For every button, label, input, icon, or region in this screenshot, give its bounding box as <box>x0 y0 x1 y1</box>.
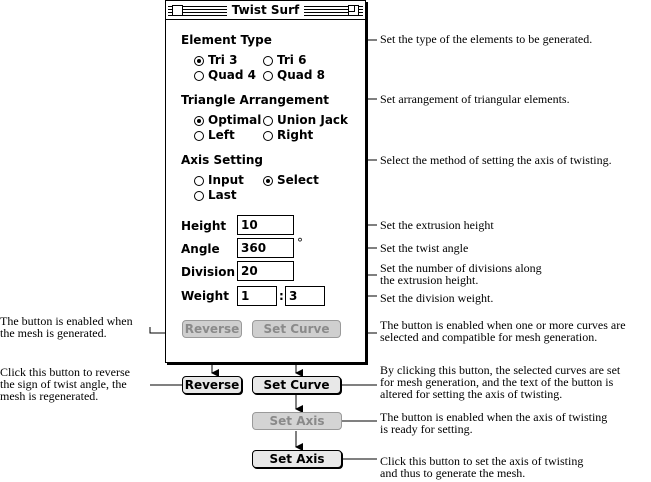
radio-tri6-label[interactable]: Tri 6 <box>277 53 307 67</box>
radio-right-icon[interactable] <box>263 131 273 141</box>
note-set-curve-click-3: altered for setting the axis of twisting. <box>380 387 563 401</box>
reverse-button[interactable]: Reverse <box>182 376 242 394</box>
radio-last-icon[interactable] <box>194 191 204 201</box>
weight-field-1[interactable]: 1 <box>237 286 277 306</box>
note-triangle-arrangement: Set arrangement of triangular elements. <box>380 92 570 106</box>
height-label: Height <box>181 219 227 233</box>
note-reverse-click-1: Click this button to reverse <box>0 365 130 379</box>
radio-union-jack-icon[interactable] <box>263 116 273 126</box>
note-axis-setting: Select the method of setting the axis of twisting. <box>380 153 612 167</box>
radio-quad4-icon[interactable] <box>194 71 204 81</box>
note-set-axis-click-1: Click this button to set the axis of twisting <box>380 454 584 468</box>
radio-optimal-icon[interactable] <box>194 116 204 126</box>
note-reverse-click-3: mesh is regenerated. <box>0 389 99 403</box>
note-reverse-enabled-1: The button is enabled when <box>0 314 133 328</box>
radio-union-jack-label[interactable]: Union Jack <box>277 113 349 127</box>
note-reverse-enabled-2: the mesh is generated. <box>0 326 107 340</box>
radio-input-label[interactable]: Input <box>208 173 244 187</box>
title-bar[interactable] <box>166 1 365 20</box>
division-label: Division <box>181 265 236 279</box>
division-field[interactable]: 20 <box>237 261 294 281</box>
radio-left-label[interactable]: Left <box>208 128 235 142</box>
radio-last-label[interactable]: Last <box>208 188 237 202</box>
note-element-type: Set the type of the elements to be generated. <box>380 32 593 46</box>
radio-tri6-icon[interactable] <box>263 56 273 66</box>
note-set-axis-enabled-2: is ready for setting. <box>380 422 473 436</box>
note-division-2: the extrusion height. <box>380 273 479 287</box>
radio-tri3-icon[interactable] <box>194 56 204 66</box>
note-set-axis-click-2: and thus to generate the mesh. <box>380 466 526 480</box>
radio-select-label[interactable]: Select <box>277 173 319 187</box>
weight-field-2[interactable]: 3 <box>285 286 325 306</box>
radio-quad8-label[interactable]: Quad 8 <box>277 68 325 82</box>
set-axis-button-disabled[interactable]: Set Axis <box>252 412 342 430</box>
note-set-curve-enabled-1: The button is enabled when one or more curves are <box>380 318 626 332</box>
note-set-curve-click-2: for mesh generation, and the text of the button is <box>380 375 614 389</box>
note-height: Set the extrusion height <box>380 218 494 232</box>
weight-separator: : <box>279 289 284 303</box>
note-set-axis-enabled-1: The button is enabled when the axis of twisting <box>380 410 608 424</box>
radio-right-label[interactable]: Right <box>277 128 314 142</box>
reverse-button-disabled[interactable]: Reverse <box>182 320 242 338</box>
radio-left-icon[interactable] <box>194 131 204 141</box>
radio-quad8-icon[interactable] <box>263 71 273 81</box>
set-curve-button-disabled[interactable]: Set Curve <box>252 320 341 338</box>
twist-surf-window <box>165 0 366 363</box>
radio-select-icon[interactable] <box>263 176 273 186</box>
angle-field[interactable]: 360 <box>237 238 294 258</box>
element-type-heading: Element Type <box>181 33 272 47</box>
window-title: Twist Surf <box>227 3 304 17</box>
radio-tri3-label[interactable]: Tri 3 <box>208 53 238 67</box>
axis-setting-heading: Axis Setting <box>181 153 263 167</box>
angle-unit: ° <box>297 236 303 250</box>
note-set-curve-click-1: By clicking this button, the selected curves are set <box>380 363 621 377</box>
radio-optimal-label[interactable]: Optimal <box>208 113 262 127</box>
note-division-1: Set the number of divisions along <box>380 261 542 275</box>
angle-label: Angle <box>181 242 220 256</box>
height-field[interactable]: 10 <box>237 215 294 235</box>
radio-quad4-label[interactable]: Quad 4 <box>208 68 256 82</box>
zoom-box-icon[interactable] <box>348 5 359 16</box>
radio-input-icon[interactable] <box>194 176 204 186</box>
weight-label: Weight <box>181 289 229 303</box>
triangle-arrangement-heading: Triangle Arrangement <box>181 93 329 107</box>
note-set-curve-enabled-2: selected and compatible for mesh generation. <box>380 330 598 344</box>
set-curve-button[interactable]: Set Curve <box>252 376 341 394</box>
note-weight: Set the division weight. <box>380 291 494 305</box>
note-angle: Set the twist angle <box>380 241 469 255</box>
set-axis-button[interactable]: Set Axis <box>252 450 342 468</box>
note-reverse-click-2: the sign of twist angle, the <box>0 377 127 391</box>
